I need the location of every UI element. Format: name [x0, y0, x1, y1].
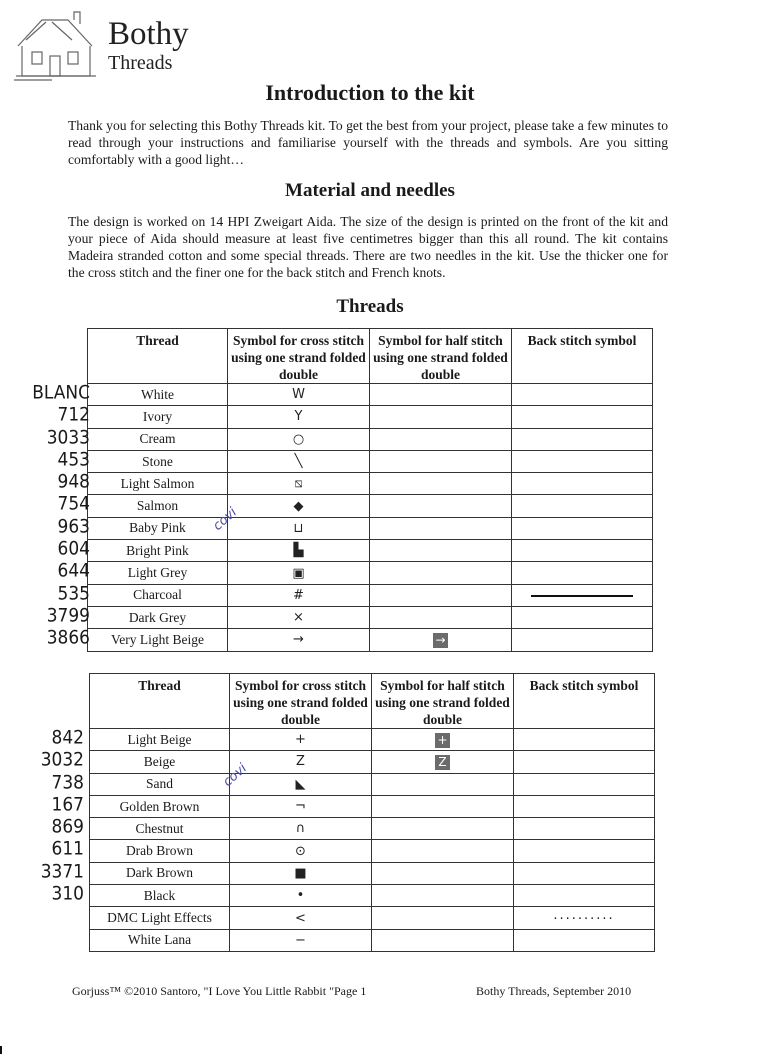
table-row	[90, 840, 655, 862]
materials-heading: Material and needles	[285, 180, 455, 201]
table-row	[90, 773, 655, 795]
thread-name: Ivory	[88, 406, 228, 428]
cross-stitch-symbol: W	[292, 387, 305, 403]
back-cell	[514, 907, 655, 929]
half-cell	[372, 818, 514, 840]
half-cell	[372, 840, 514, 862]
thread-name: Charcoal	[88, 584, 228, 606]
back-cell	[512, 562, 653, 584]
bothy-logo-icon	[12, 10, 98, 82]
handwritten-thread-code: 644	[57, 560, 90, 582]
cross-cell	[228, 473, 370, 495]
half-cell	[370, 606, 512, 628]
thread-name: Bright Pink	[88, 540, 228, 562]
cross-stitch-symbol: ◣	[295, 776, 306, 792]
table-row	[88, 473, 653, 495]
intro-paragraph: Thank you for selecting this Bothy Threads kit. To get the best from your project, please take a few minutes to read through your instructions and familiarise yourself with the threads and symbols. Are you sitting comfortably with a good light…	[68, 118, 668, 167]
table-row	[88, 606, 653, 628]
thread-name: Golden Brown	[90, 795, 230, 817]
page-title: Introduction to the kit	[265, 80, 475, 105]
header-cross: Symbol for cross stitch using one strand folded double	[228, 329, 370, 384]
half-cell	[372, 907, 514, 929]
cross-stitch-symbol: ■	[294, 865, 307, 881]
cross-stitch-symbol: <	[295, 910, 306, 926]
back-cell	[512, 629, 653, 651]
thread-name: Light Beige	[90, 729, 230, 751]
thread-name: Salmon	[88, 495, 228, 517]
cross-cell	[230, 907, 372, 929]
back-cell	[512, 428, 653, 450]
handwritten-thread-code: 611	[51, 838, 84, 860]
handwritten-thread-code: 738	[51, 772, 84, 794]
thread-name: Cream	[88, 428, 228, 450]
half-cell	[370, 450, 512, 472]
table-row	[88, 629, 653, 651]
handwritten-thread-code: 3033	[46, 427, 90, 449]
brand-sub: Threads	[108, 52, 173, 74]
cross-cell	[228, 384, 370, 406]
half-cell	[372, 862, 514, 884]
back-cell	[514, 773, 655, 795]
cross-cell	[228, 629, 370, 651]
half-cell	[370, 428, 512, 450]
half-cell	[370, 540, 512, 562]
back-stitch-line-icon	[531, 595, 633, 597]
cross-cell	[230, 885, 372, 907]
handwritten-thread-code: 3371	[40, 861, 84, 883]
handwritten-covi-1: covi	[210, 505, 241, 534]
cross-stitch-symbol: ∩	[295, 821, 306, 837]
back-cell	[512, 473, 653, 495]
handwritten-thread-code: 754	[57, 493, 90, 515]
thread-name: White Lana	[90, 929, 230, 951]
table-row	[88, 584, 653, 606]
cross-stitch-symbol: ◆	[293, 498, 304, 514]
thread-name: Baby Pink	[88, 517, 228, 539]
header-half: Symbol for half stitch using one strand folded double	[372, 674, 514, 729]
back-stitch-dots: ..........	[553, 907, 615, 923]
thread-name: Black	[90, 885, 230, 907]
table-row	[90, 929, 655, 951]
table-row	[90, 818, 655, 840]
cross-cell	[230, 795, 372, 817]
half-cell	[370, 406, 512, 428]
cross-cell	[228, 428, 370, 450]
cross-cell	[230, 929, 372, 951]
back-cell	[512, 406, 653, 428]
footer-left: Gorjuss™ ©2010 Santoro, "I Love You Little Rabbit "Page 1	[72, 984, 367, 998]
table-row	[90, 729, 655, 751]
cross-cell	[228, 406, 370, 428]
cross-cell	[228, 584, 370, 606]
handwritten-thread-code: 3866	[46, 627, 90, 649]
cross-stitch-symbol: −	[295, 932, 306, 948]
cross-stitch-symbol: →	[293, 632, 304, 648]
header-thread: Thread	[90, 674, 230, 729]
handwritten-thread-code: 453	[57, 449, 90, 471]
thread-name: Stone	[88, 450, 228, 472]
back-cell	[514, 729, 655, 751]
cross-stitch-symbol: •	[296, 888, 305, 904]
back-cell	[514, 840, 655, 862]
half-cell	[372, 773, 514, 795]
brand-name: Bothy	[108, 16, 189, 52]
thread-name: Light Grey	[88, 562, 228, 584]
cross-stitch-symbol: Z	[296, 754, 305, 770]
materials-paragraph: The design is worked on 14 HPI Zweigart Aida. The size of the design is printed on the front of the kit and your piece of Aida should measure at least five centimetres bigger than this all round. The kit contains Madeira stranded cotton and some special threads. There are two needles in the kit. Use the thicker one for the cross stitch and the finer one for the back stitch and French knots.	[68, 214, 668, 280]
cross-stitch-symbol: +	[295, 732, 306, 748]
thread-name: Very Light Beige	[88, 629, 228, 651]
cross-cell	[228, 495, 370, 517]
thread-name: Sand	[90, 773, 230, 795]
cross-stitch-symbol: ▙	[293, 543, 304, 559]
handwritten-covi-2: covi	[220, 761, 251, 790]
table-row	[88, 495, 653, 517]
cross-stitch-symbol: Y	[294, 409, 303, 425]
header-thread: Thread	[88, 329, 228, 384]
handwritten-thread-code: 604	[57, 538, 90, 560]
table-row	[88, 540, 653, 562]
header-half: Symbol for half stitch using one strand folded double	[370, 329, 512, 384]
cross-cell	[228, 540, 370, 562]
cross-cell	[230, 751, 372, 773]
half-cell	[372, 729, 514, 751]
back-cell	[512, 450, 653, 472]
footer-right: Bothy Threads, September 2010	[476, 984, 632, 998]
cross-cell	[230, 840, 372, 862]
table-row	[88, 384, 653, 406]
table-row	[88, 562, 653, 584]
back-cell	[514, 885, 655, 907]
thread-name: Drab Brown	[90, 840, 230, 862]
handwritten-thread-code: 963	[57, 516, 90, 538]
handwritten-thread-code: 310	[51, 883, 84, 905]
cross-cell	[230, 862, 372, 884]
back-cell	[514, 818, 655, 840]
half-cell	[370, 384, 512, 406]
back-cell	[514, 751, 655, 773]
cross-stitch-symbol: ○	[292, 431, 305, 447]
cross-stitch-symbol: ⊙	[295, 843, 306, 859]
cross-cell	[228, 606, 370, 628]
table-row	[88, 428, 653, 450]
back-cell	[514, 795, 655, 817]
back-cell	[514, 929, 655, 951]
back-cell	[514, 862, 655, 884]
thread-name: DMC Light Effects	[90, 907, 230, 929]
cross-stitch-symbol: ×	[293, 610, 304, 626]
table-row	[90, 795, 655, 817]
thread-name: Dark Grey	[88, 606, 228, 628]
cross-cell	[230, 818, 372, 840]
cross-stitch-symbol: ⊔	[293, 520, 304, 536]
table-row	[90, 862, 655, 884]
back-cell	[512, 606, 653, 628]
back-cell	[512, 495, 653, 517]
threads-heading: Threads	[336, 296, 404, 317]
half-cell	[370, 495, 512, 517]
half-stitch-symbol: Z	[435, 755, 450, 770]
thread-name: White	[88, 384, 228, 406]
cross-cell	[228, 517, 370, 539]
back-cell	[512, 384, 653, 406]
handwritten-thread-code: 167	[51, 794, 84, 816]
handwritten-thread-code: 869	[51, 816, 84, 838]
thread-name: Chestnut	[90, 818, 230, 840]
table-row	[90, 885, 655, 907]
header-cross: Symbol for cross stitch using one strand folded double	[230, 674, 372, 729]
handwritten-thread-code: 842	[51, 727, 84, 749]
handwritten-thread-code: 948	[57, 471, 90, 493]
cross-stitch-symbol: ▣	[292, 565, 305, 581]
table-row	[88, 517, 653, 539]
back-cell	[512, 584, 653, 606]
half-cell	[370, 584, 512, 606]
handwritten-thread-code: 535	[57, 583, 90, 605]
half-cell	[370, 517, 512, 539]
half-cell	[372, 929, 514, 951]
margin-mark	[0, 1046, 2, 1054]
handwritten-thread-code: 3032	[40, 749, 84, 771]
cross-stitch-symbol: ╲	[294, 454, 303, 470]
thread-name: Beige	[90, 751, 230, 773]
cross-stitch-symbol: #	[293, 587, 304, 603]
thread-name: Light Salmon	[88, 473, 228, 495]
cross-cell	[228, 562, 370, 584]
half-cell	[372, 795, 514, 817]
cross-cell	[228, 450, 370, 472]
handwritten-thread-code: 712	[57, 404, 90, 426]
half-stitch-symbol: →	[433, 633, 448, 648]
half-cell	[370, 473, 512, 495]
header-back: Back stitch symbol	[512, 329, 653, 384]
table-row	[88, 406, 653, 428]
cross-cell	[230, 729, 372, 751]
cross-stitch-symbol: ⧅	[294, 476, 303, 492]
half-cell	[370, 629, 512, 651]
cross-stitch-symbol: ¬	[295, 799, 306, 815]
header-back: Back stitch symbol	[514, 674, 655, 729]
half-cell	[372, 751, 514, 773]
back-cell	[512, 517, 653, 539]
threads-table-2	[89, 673, 655, 952]
half-stitch-symbol: +	[435, 733, 450, 748]
table-row	[90, 907, 655, 929]
threads-table-1	[87, 328, 653, 652]
back-cell	[512, 540, 653, 562]
cross-cell	[230, 773, 372, 795]
table-row	[88, 450, 653, 472]
table-row	[90, 751, 655, 773]
handwritten-thread-code: BLANC	[32, 382, 90, 404]
handwritten-thread-code: 3799	[46, 605, 90, 627]
half-cell	[370, 562, 512, 584]
thread-name: Dark Brown	[90, 862, 230, 884]
half-cell	[372, 885, 514, 907]
